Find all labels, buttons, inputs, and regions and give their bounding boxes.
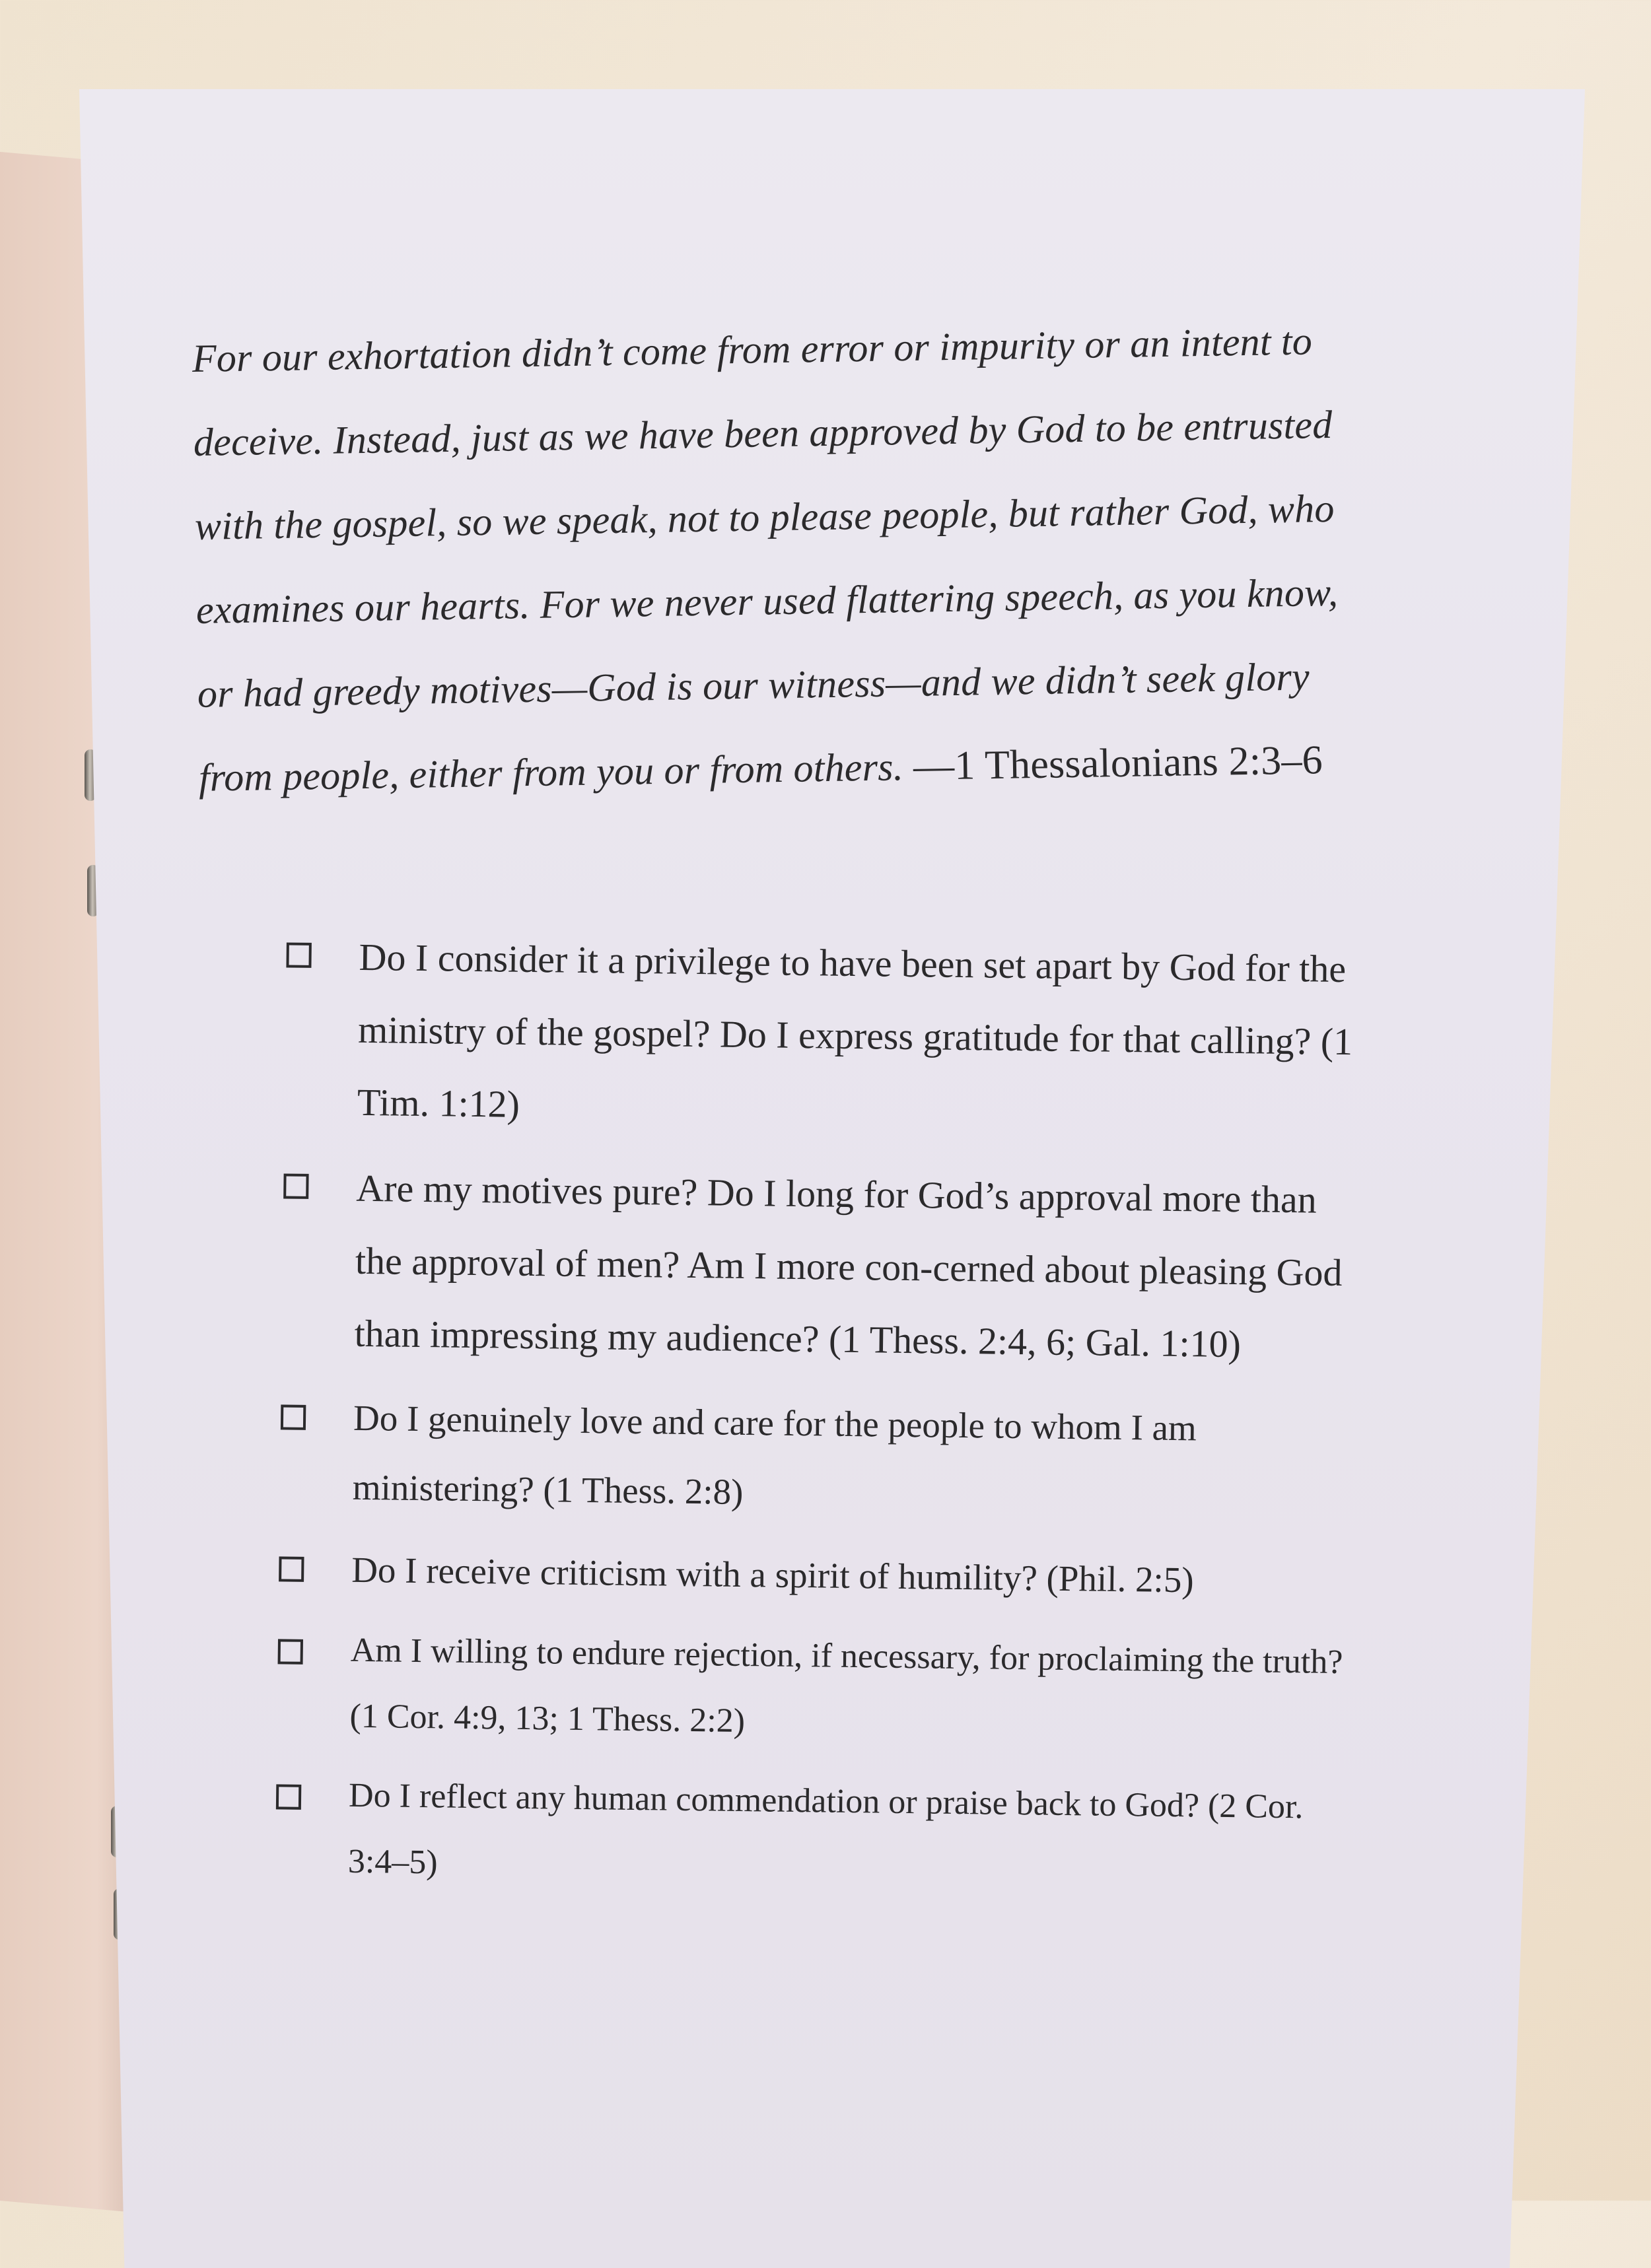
checklist-text: Do I reflect any human commendation or praise back to God? (2 Cor. 3:4–5) bbox=[347, 1776, 1304, 1882]
passage-reference: —1 Thessalonians 2:3–6 bbox=[913, 738, 1323, 789]
checklist-item bbox=[284, 920, 1363, 1151]
checklist bbox=[189, 919, 1363, 1907]
checklist-item bbox=[277, 1616, 1354, 1762]
checklist-text: Do I consider it a privilege to have been set apart by God for the ministry of the gospel? Do I express gratitude for that calling? (1 Tim. 1:12) bbox=[357, 935, 1353, 1126]
checkbox-icon[interactable] bbox=[283, 1173, 308, 1198]
checkbox-icon[interactable] bbox=[278, 1639, 303, 1664]
checklist-text: Am I willing to endure rejection, if necessary, for proclaiming the truth? (1 Cor. 4:9, 13; 1 Thess. 2:2) bbox=[349, 1631, 1343, 1740]
checkbox-icon[interactable] bbox=[281, 1404, 306, 1429]
scripture-passage bbox=[192, 298, 1362, 820]
checklist-item bbox=[275, 1762, 1352, 1907]
checklist-item bbox=[279, 1534, 1356, 1616]
checklist-text: Do I genuinely love and care for the people to whom I am ministering? (1 Thess. 2:8) bbox=[352, 1397, 1197, 1512]
checklist-text: Are my motives pure? Do I long for God’s approval more than the approval of men? Am I more con-cerned about pleasing God than impressing my audience? (1 Thess. 2:4, 6; Gal. 1:10) bbox=[354, 1166, 1343, 1366]
passage-text: For our exhortation didn’t come from error or impurity or an intent to deceive. Instead, just as we have been approved by God to be entrusted with the gospel, so we speak, not to please people, but rather God, who examines our hearts. For we never used flattering speech, as you know, or had greedy motives—God is our witness—and we didn’t seek glory from people, either from you or from others. bbox=[192, 319, 1339, 800]
checkbox-icon[interactable] bbox=[276, 1784, 301, 1809]
checklist-item bbox=[279, 1382, 1357, 1534]
page-content bbox=[192, 298, 1379, 1906]
checklist-item bbox=[281, 1151, 1360, 1382]
checkbox-icon[interactable] bbox=[286, 942, 311, 967]
checkbox-icon[interactable] bbox=[279, 1556, 304, 1581]
checklist-text: Do I receive criticism with a spirit of humility? (Phil. 2:5) bbox=[351, 1549, 1195, 1600]
